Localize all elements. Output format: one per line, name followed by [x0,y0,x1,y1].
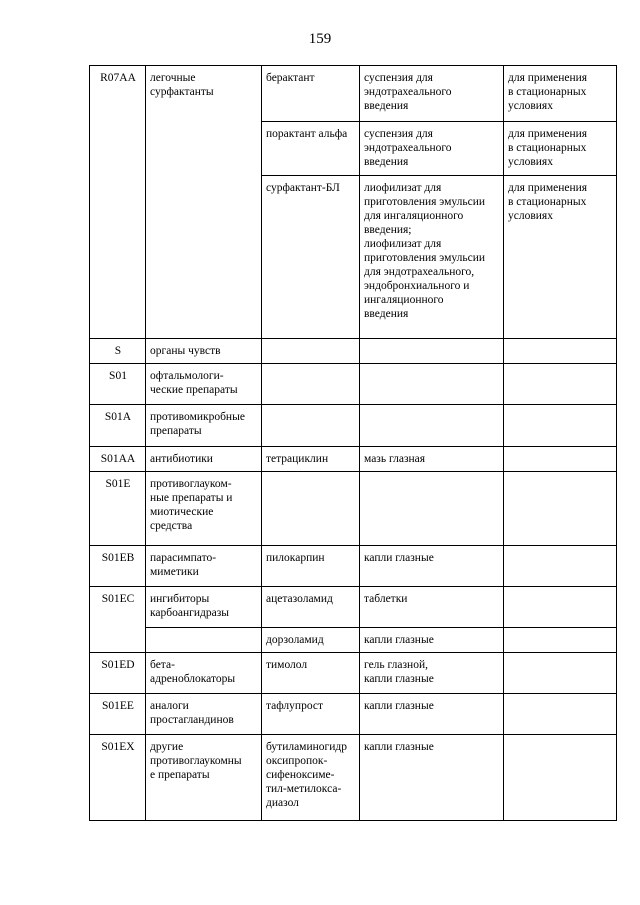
drug-name-cell: бутиламиногидр оксипропок- сифеноксиме- тил-метилокса- диазол [262,735,360,821]
dosage-form-cell: капли глазные [360,694,504,735]
note-cell: для применения в стационарных условиях [504,176,617,339]
dosage-form-cell [360,364,504,405]
drug-name-cell: пилокарпин [262,546,360,587]
group-name-cell: аналоги простагландинов [146,694,262,735]
dosage-form-cell [360,405,504,447]
drug-name-cell: тимолол [262,653,360,694]
table-row [90,405,617,447]
dosage-form-cell: таблетки [360,587,504,628]
table-row [90,472,617,546]
note-cell [504,628,617,653]
drug-name-cell: берактант [262,66,360,122]
group-name-cell: легочные сурфактанты [146,66,262,339]
atc-code-cell: R07AA [90,66,146,339]
atc-code-cell: S01ED [90,653,146,694]
group-name-cell: противоглауком- ные препараты и миотические средства [146,472,262,546]
note-cell [504,653,617,694]
atc-code-cell: S01EX [90,735,146,821]
drug-name-cell [262,472,360,546]
table-row [90,447,617,472]
dosage-form-cell: гель глазной, капли глазные [360,653,504,694]
drug-name-cell [262,364,360,405]
atc-code-cell: S01AA [90,447,146,472]
drug-name-cell: тафлупрост [262,694,360,735]
drug-name-cell [262,405,360,447]
dosage-form-cell: капли глазные [360,628,504,653]
table-row [90,694,617,735]
note-cell [504,364,617,405]
group-name-cell: офтальмологи- ческие препараты [146,364,262,405]
atc-code-cell: S01E [90,472,146,546]
note-cell [504,546,617,587]
atc-code-cell: S01EC [90,587,146,653]
group-name-cell: органы чувств [146,339,262,364]
table-row [90,735,617,821]
dosage-form-cell: капли глазные [360,735,504,821]
page-number: 159 [308,31,332,47]
note-cell [504,735,617,821]
group-name-cell: противомикробные препараты [146,405,262,447]
note-cell: для применения в стационарных условиях [504,66,617,122]
note-cell [504,472,617,546]
dosage-form-cell: лиофилизат для приготовления эмульсии для ингаляционного введения; лиофилизат для приготовления эмульсии для эндотрахеального, эндобронхиального и ингаляционного введения [360,176,504,339]
drug-table [89,65,617,821]
drug-name-cell: сурфактант-БЛ [262,176,360,339]
dosage-form-cell: мазь глазная [360,447,504,472]
atc-code-cell: S01EE [90,694,146,735]
drug-name-cell: тетрациклин [262,447,360,472]
drug-name-cell [262,339,360,364]
dosage-form-cell [360,472,504,546]
table-row [90,339,617,364]
drug-name-cell: ацетазоламид [262,587,360,628]
table-row [90,587,617,628]
atc-code-cell: S01 [90,364,146,405]
dosage-form-cell [360,339,504,364]
table-row [90,546,617,587]
note-cell: для применения в стационарных условиях [504,122,617,176]
dosage-form-cell: суспензия для эндотрахеального введения [360,66,504,122]
dosage-form-cell: суспензия для эндотрахеального введения [360,122,504,176]
note-cell [504,694,617,735]
table-row [90,653,617,694]
atc-code-cell: S [90,339,146,364]
atc-code-cell: S01A [90,405,146,447]
group-name-cell: бета- адреноблокаторы [146,653,262,694]
note-cell [504,405,617,447]
drug-name-cell: дорзоламид [262,628,360,653]
group-name-cell: другие противоглаукомны е препараты [146,735,262,821]
table-row [90,628,617,653]
group-name-cell: антибиотики [146,447,262,472]
table-row [90,66,617,122]
dosage-form-cell: капли глазные [360,546,504,587]
drug-name-cell: порактант альфа [262,122,360,176]
note-cell [504,587,617,628]
note-cell [504,339,617,364]
group-name-cell [146,628,262,653]
table-row [90,364,617,405]
group-name-cell: парасимпато- миметики [146,546,262,587]
note-cell [504,447,617,472]
atc-code-cell: S01EB [90,546,146,587]
group-name-cell: ингибиторы карбоангидразы [146,587,262,628]
